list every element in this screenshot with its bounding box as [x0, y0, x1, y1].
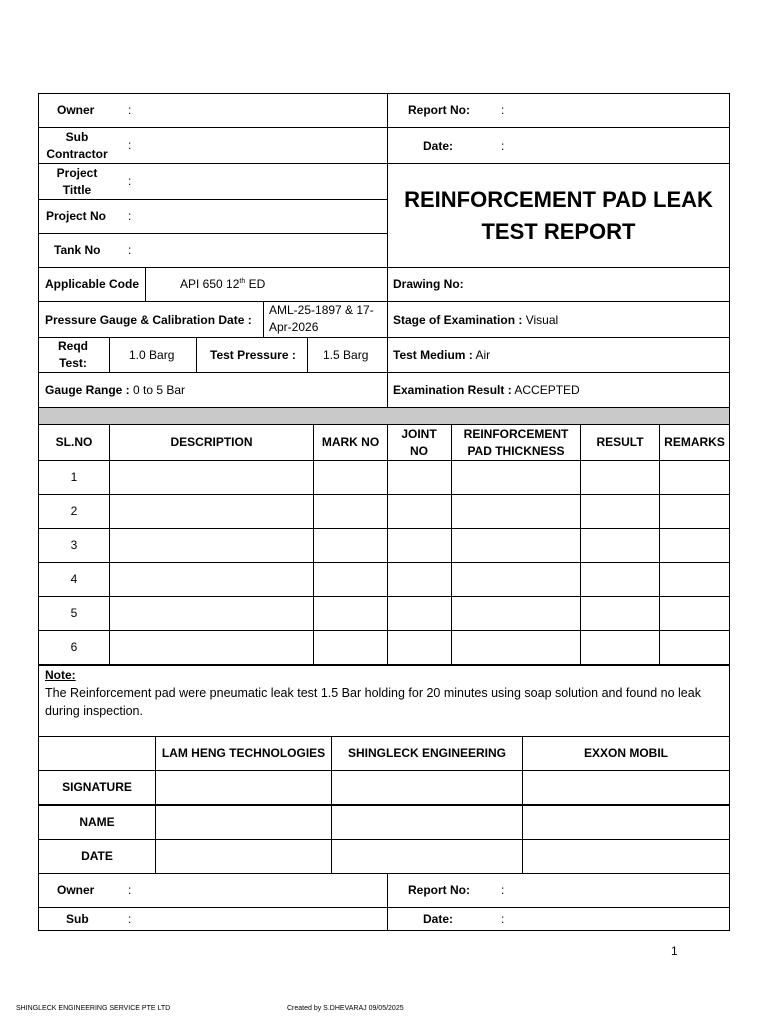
table-cell — [451, 528, 581, 563]
report-title: REINFORCEMENT PAD LEAK TEST REPORT — [404, 187, 713, 244]
page-number: 1 — [671, 944, 678, 958]
date-colon: : — [501, 139, 505, 153]
stage-text: Stage of Examination : Visual — [393, 313, 559, 327]
table-cell — [109, 528, 314, 563]
table-row-number: 2 — [70, 504, 78, 518]
table-cell — [659, 596, 730, 631]
table-cell — [313, 596, 388, 631]
col-header-slno: SL.NO — [55, 435, 93, 449]
bottom-report-no-label: Report No: — [408, 883, 470, 897]
bottom-sub-label: Sub — [66, 912, 89, 926]
table-cell — [659, 460, 730, 495]
table-cell — [580, 494, 660, 529]
signoff-row-label: NAME — [79, 814, 115, 829]
tank-no-colon: : — [128, 243, 132, 257]
report-no-label: Report No: — [408, 103, 470, 117]
table-row-number: 3 — [70, 538, 78, 552]
col-header-description: DESCRIPTION — [170, 435, 253, 449]
signoff-cell — [331, 770, 523, 805]
table-cell — [109, 630, 314, 665]
signoff-cell — [522, 805, 730, 840]
table-cell — [109, 562, 314, 597]
signoff-cell — [155, 839, 332, 874]
applicable-code-label: Applicable Code — [45, 277, 140, 291]
table-cell — [659, 562, 730, 597]
footer-created-by: Created by S.DHEVARAJ 09/05/2025 — [287, 1005, 404, 1012]
col-header-remarks: REMARKS — [664, 435, 725, 449]
owner-colon: : — [128, 103, 132, 117]
table-cell — [387, 596, 452, 631]
table-cell — [451, 494, 581, 529]
exam-result-text: Examination Result : ACCEPTED — [393, 383, 580, 397]
table-cell — [451, 596, 581, 631]
table-cell — [659, 630, 730, 665]
signoff-row-label: DATE — [81, 849, 113, 863]
bottom-owner-colon: : — [128, 883, 132, 897]
date-label: Date: — [423, 139, 454, 153]
table-cell — [387, 460, 452, 495]
table-cell — [451, 630, 581, 665]
bottom-sub-cell — [38, 907, 388, 931]
project-no-colon: : — [128, 209, 132, 223]
signoff-cell — [522, 839, 730, 874]
table-cell — [451, 562, 581, 597]
table-cell — [313, 460, 388, 495]
company-lam-heng: LAM HENG TECHNOLOGIES — [161, 746, 326, 760]
owner-label: Owner — [57, 103, 95, 117]
table-cell — [659, 494, 730, 529]
report-no-colon: : — [501, 103, 505, 117]
table-cell — [580, 528, 660, 563]
table-cell — [659, 528, 730, 563]
bottom-date-label: Date: — [423, 912, 454, 926]
test-pressure-label: Test Pressure : — [210, 348, 296, 362]
table-cell — [580, 562, 660, 597]
project-title-colon: : — [128, 174, 132, 188]
test-pressure-value: 1.5 Barg — [323, 348, 369, 362]
project-no-label: Project No — [46, 209, 107, 223]
table-cell — [313, 528, 388, 563]
project-title-label: Project Tittle — [56, 166, 98, 197]
table-cell — [387, 562, 452, 597]
bottom-owner-label: Owner — [57, 883, 95, 897]
tank-no-label: Tank No — [54, 243, 101, 257]
pressure-gauge-label: Pressure Gauge & Calibration Date : — [45, 313, 252, 327]
reqd-test-label: Reqd Test: — [58, 339, 88, 370]
signoff-cell — [155, 805, 332, 840]
company-shingleck: SHINGLECK ENGINEERING — [347, 746, 506, 760]
table-cell — [109, 494, 314, 529]
signoff-cell — [331, 839, 523, 874]
table-row-number: 6 — [70, 640, 78, 654]
gauge-range-text: Gauge Range : 0 to 5 Bar — [45, 383, 186, 397]
pressure-gauge-value: AML-25-1897 & 17-Apr-2026 — [269, 303, 374, 334]
drawing-no-label: Drawing No: — [393, 277, 464, 291]
table-cell — [387, 494, 452, 529]
table-cell — [451, 460, 581, 495]
table-cell — [313, 630, 388, 665]
signoff-cell — [331, 805, 523, 840]
col-header-result: RESULT — [596, 435, 644, 449]
test-medium-text: Test Medium : Air — [393, 348, 491, 362]
bottom-report-no-colon: : — [501, 883, 505, 897]
table-cell — [580, 596, 660, 631]
footer-company: SHINGLECK ENGINEERING SERVICE PTE LTD — [16, 1005, 171, 1012]
gray-separator — [38, 407, 730, 425]
table-cell — [109, 460, 314, 495]
company-exxon-mobil: EXXON MOBIL — [583, 746, 668, 760]
table-row-number: 4 — [70, 572, 78, 586]
sub-contractor-colon: : — [128, 138, 132, 152]
table-cell — [109, 596, 314, 631]
sub-contractor-label: Sub Contractor — [46, 130, 108, 161]
bottom-sub-colon: : — [128, 912, 132, 926]
signoff-cell — [155, 770, 332, 805]
bottom-date-colon: : — [501, 912, 505, 926]
applicable-code-value: API 650 12th ED — [180, 277, 266, 291]
reqd-test-value: 1.0 Barg — [129, 348, 175, 362]
table-cell — [387, 630, 452, 665]
table-cell — [387, 528, 452, 563]
note-label: Note: — [45, 668, 76, 682]
col-header-mark-no: MARK NO — [321, 435, 380, 449]
table-row-number: 1 — [70, 470, 78, 484]
table-cell — [313, 494, 388, 529]
col-header-joint-no: JOINT NO — [401, 427, 437, 458]
col-header-pad-thickness: REINFORCEMENT PAD THICKNESS — [463, 427, 569, 458]
note-text: The Reinforcement pad were pneumatic leak test 1.5 Bar holding for 20 minutes using soap solution and found no leak during inspection. — [45, 686, 701, 718]
table-cell — [580, 460, 660, 495]
signoff-corner-cell — [38, 736, 156, 771]
signoff-row-label: SIGNATURE — [62, 780, 132, 794]
signoff-cell — [522, 770, 730, 805]
table-cell — [580, 630, 660, 665]
table-row-number: 5 — [70, 606, 78, 620]
table-cell — [313, 562, 388, 597]
